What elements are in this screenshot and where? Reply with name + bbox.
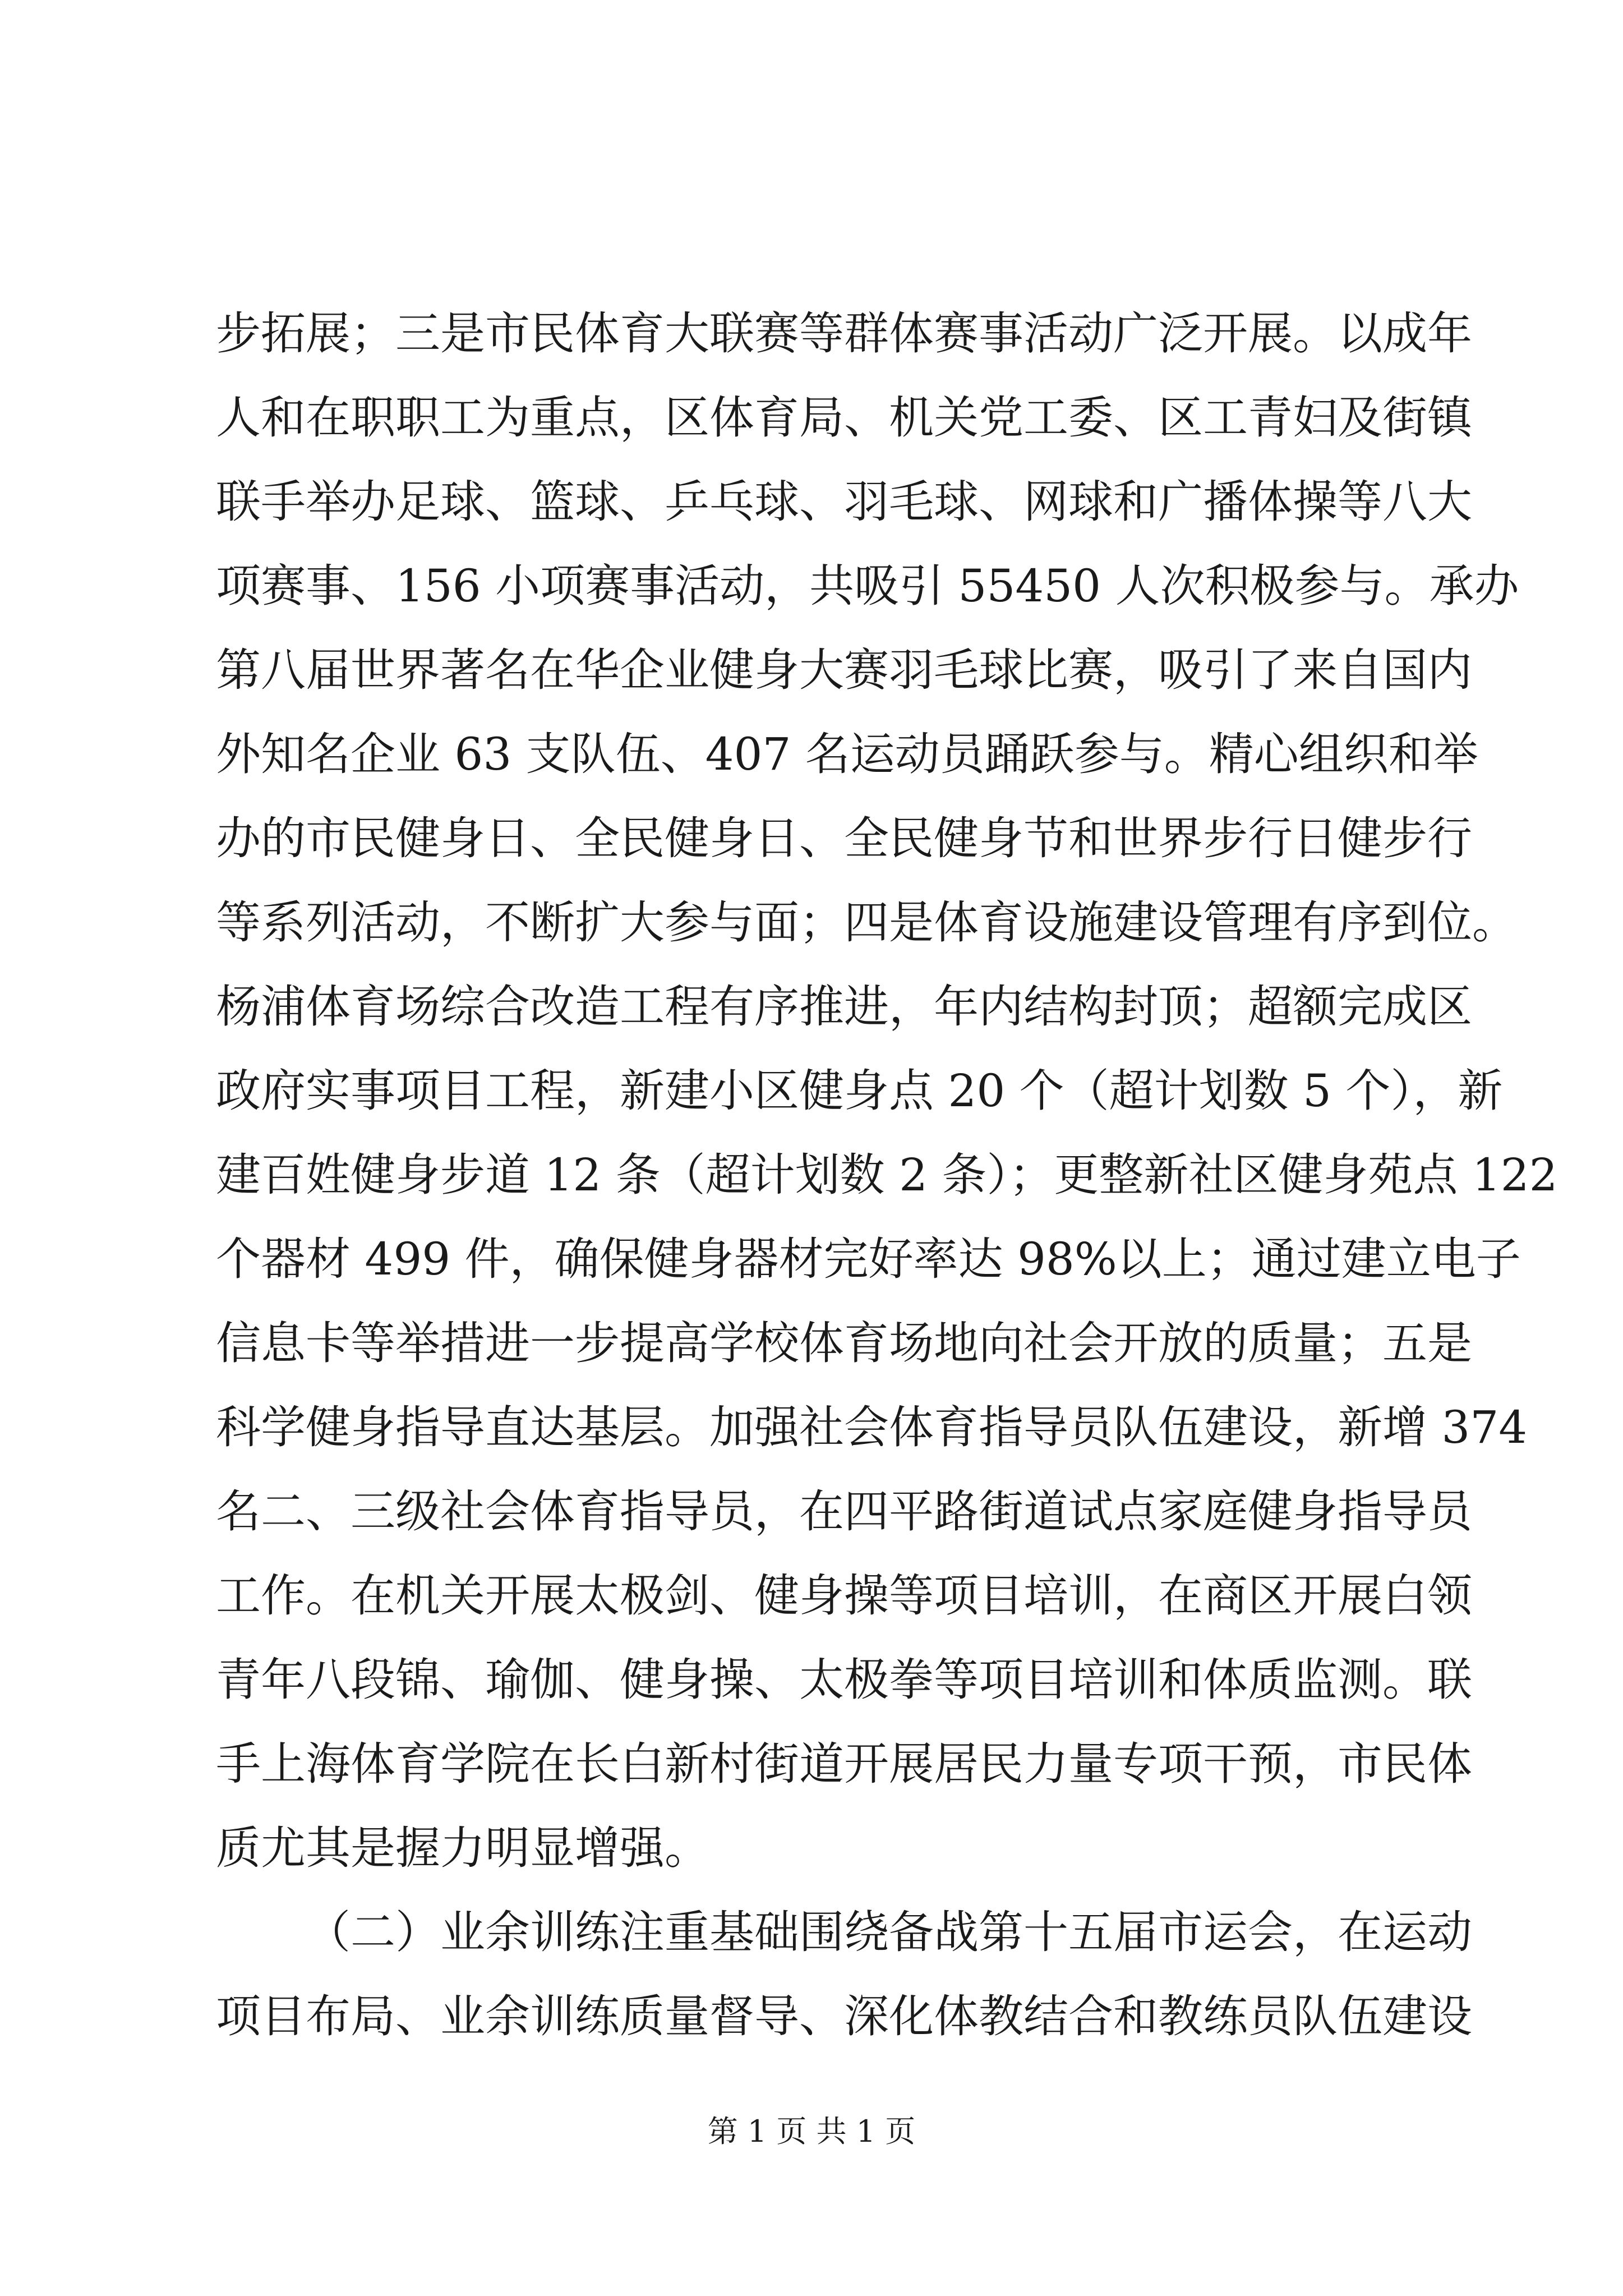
- paragraph-line: 信息卡等举措进一步提高学校体育场地向社会开放的质量；五是: [216, 1317, 1472, 1369]
- paragraph-line: 第八届世界著名在华企业健身大赛羽毛球比赛，吸引了来自国内: [216, 644, 1472, 696]
- paragraph-line: 政府实事项目工程，新建小区健身点 20 个（超计划数 5 个），新: [216, 1065, 1503, 1117]
- paragraph-line: 青年八段锦、瑜伽、健身操、太极拳等项目培训和体质监测。联: [216, 1654, 1472, 1706]
- paragraph-line: 等系列活动，不断扩大参与面；四是体育设施建设管理有序到位。: [216, 896, 1517, 949]
- paragraph-line: 建百姓健身步道 12 条（超计划数 2 条）；更整新社区健身苑点 122: [216, 1149, 1558, 1201]
- paragraph-line: 人和在职职工为重点，区体育局、机关党工委、区工青妇及街镇: [216, 392, 1472, 444]
- paragraph-line: 个器材 499 件，确保健身器材完好率达 98%以上；通过建立电子: [216, 1233, 1521, 1285]
- paragraph-line: 工作。在机关开展太极剑、健身操等项目培训，在商区开展白领: [216, 1570, 1472, 1622]
- paragraph-line: 手上海体育学院在长白新村街道开展居民力量专项干预，市民体: [216, 1738, 1472, 1790]
- paragraph-line: 杨浦体育场综合改造工程有序推进，年内结构封顶；超额完成区: [216, 981, 1472, 1033]
- paragraph-line: 名二、三级社会体育指导员，在四平路街道试点家庭健身指导员: [216, 1485, 1472, 1538]
- paragraph-line: 科学健身指导直达基层。加强社会体育指导员队伍建设，新增 374: [216, 1401, 1528, 1453]
- page-number-footer: 第 1 页 共 1 页: [707, 2114, 916, 2149]
- paragraph-line: 外知名企业 63 支队伍、407 名运动员踊跃参与。精心组织和举: [216, 728, 1478, 780]
- paragraph-line: 项目布局、业余训练质量督导、深化体教结合和教练员队伍建设: [216, 1990, 1472, 2042]
- section-heading-line: （二）业余训练注重基础围绕备战第十五届市运会，在运动: [306, 1906, 1472, 1958]
- paragraph-line: 步拓展；三是市民体育大联赛等群体赛事活动广泛开展。以成年: [216, 307, 1472, 360]
- paragraph-line: 联手举办足球、篮球、乒乓球、羽毛球、网球和广播体操等八大: [216, 476, 1472, 528]
- document-body: [216, 292, 1558, 2059]
- paragraph-line: 办的市民健身日、全民健身日、全民健身节和世界步行日健步行: [216, 812, 1472, 864]
- paragraph-line: 项赛事、156 小项赛事活动，共吸引 55450 人次积极参与。承办: [216, 560, 1519, 612]
- paragraph-line: 质尤其是握力明显增强。: [216, 1822, 709, 1874]
